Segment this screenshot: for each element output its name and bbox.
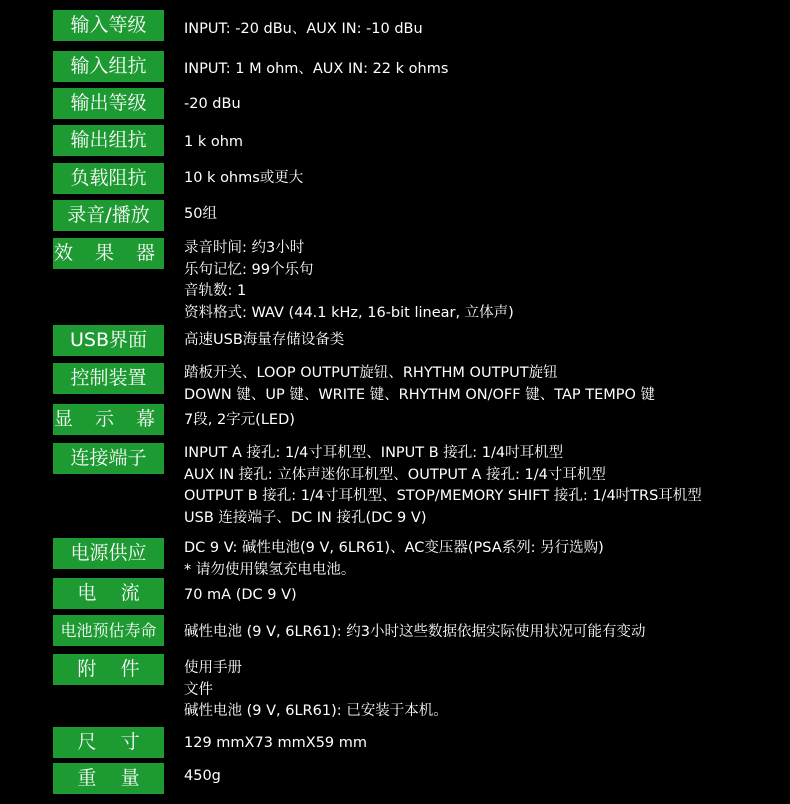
spec-value-line: 录音时间: 约3小时 <box>184 240 305 256</box>
spec-label: 电 流 <box>53 578 164 609</box>
spec-label: 电池预估寿命 <box>53 615 164 646</box>
spec-label: 录音/播放 <box>53 200 164 231</box>
spec-value-line: * 请勿使用镍氢充电电池。 <box>184 561 356 578</box>
spec-value-line: 文件 <box>184 681 213 698</box>
spec-label: 输出等级 <box>53 88 164 119</box>
spec-value <box>184 132 784 154</box>
spec-label: 输入等级 <box>53 10 164 41</box>
spec-value <box>184 658 784 723</box>
spec-label: 显 示 幕 <box>53 404 164 435</box>
spec-value <box>184 238 784 324</box>
spec-value-line: 129 mmX73 mmX59 mm <box>184 735 368 751</box>
spec-label: 附 件 <box>53 654 164 685</box>
spec-value-line: 踏板开关、LOOP OUTPUT旋钮、RHYTHM OUTPUT旋钮 <box>184 365 558 381</box>
spec-label: 控制装置 <box>53 363 164 394</box>
spec-value <box>184 59 784 81</box>
spec-value-line: INPUT A 接孔: 1/4寸耳机型、INPUT B 接孔: 1/4吋耳机型 <box>184 445 564 461</box>
spec-value-line: OUTPUT B 接孔: 1/4寸耳机型、STOP/MEMORY SHIFT 接孔: 1/4吋TRS耳机型 <box>184 488 702 504</box>
spec-label: 效 果 器 <box>53 238 164 269</box>
spec-value <box>184 94 784 116</box>
spec-value-line: 乐句记忆: 99个乐句 <box>184 261 314 278</box>
spec-value <box>184 330 784 352</box>
spec-value-line: 10 k ohms或更大 <box>184 170 304 186</box>
spec-value-line: 音轨数: 1 <box>184 283 247 299</box>
spec-label: 输出组抗 <box>53 125 164 156</box>
spec-value <box>184 410 784 432</box>
spec-value-line: INPUT: 1 M ohm、AUX IN: 22 k ohms <box>184 61 449 77</box>
spec-value-line: 资料格式: WAV (44.1 kHz, 16-bit linear, 立体声) <box>184 304 514 321</box>
spec-value <box>184 622 784 644</box>
spec-value-line: 450g <box>184 768 221 784</box>
spec-label: USB界面 <box>53 325 164 356</box>
spec-label: 连接端子 <box>53 443 164 474</box>
spec-value <box>184 363 784 406</box>
spec-value-line: 碱性电池 (9 V, 6LR61): 已安装于本机。 <box>184 703 448 719</box>
spec-value-line: DC 9 V: 碱性电池(9 V, 6LR61)、AC变压器(PSA系列: 另行选购) <box>184 540 604 556</box>
spec-label: 尺 寸 <box>53 727 164 758</box>
spec-label: 输入组抗 <box>53 51 164 82</box>
spec-value <box>184 204 784 226</box>
spec-value-line: AUX IN 接孔: 立体声迷你耳机型、OUTPUT A 接孔: 1/4寸耳机型 <box>184 466 606 483</box>
spec-value <box>184 733 784 755</box>
spec-value <box>184 19 784 41</box>
spec-value-line: 7段, 2字元(LED) <box>184 412 295 428</box>
spec-value <box>184 766 784 788</box>
spec-label: 电源供应 <box>53 538 164 569</box>
spec-value-line: 70 mA (DC 9 V) <box>184 587 297 603</box>
spec-value <box>184 168 784 190</box>
spec-value-line: USB 连接端子、DC IN 接孔(DC 9 V) <box>184 509 427 526</box>
spec-value-line: INPUT: -20 dBu、AUX IN: -10 dBu <box>184 21 423 37</box>
spec-value-line: -20 dBu <box>184 96 241 112</box>
spec-value <box>184 538 784 581</box>
spec-value-line: 使用手册 <box>184 660 242 676</box>
spec-value-line: 50组 <box>184 206 217 222</box>
spec-value-line: 1 k ohm <box>184 134 244 150</box>
spec-value <box>184 443 784 529</box>
spec-value-line: 高速USB海量存储设备类 <box>184 332 345 348</box>
spec-value <box>184 585 784 607</box>
spec-label: 重 量 <box>53 763 164 794</box>
spec-value-line: 碱性电池 (9 V, 6LR61): 约3小时这些数据依据实际使用状况可能有变动 <box>184 624 646 640</box>
spec-label: 负载阻抗 <box>53 163 164 194</box>
spec-value-line: DOWN 键、UP 键、WRITE 键、RHYTHM ON/OFF 键、TAP TEMPO 键 <box>184 386 656 403</box>
